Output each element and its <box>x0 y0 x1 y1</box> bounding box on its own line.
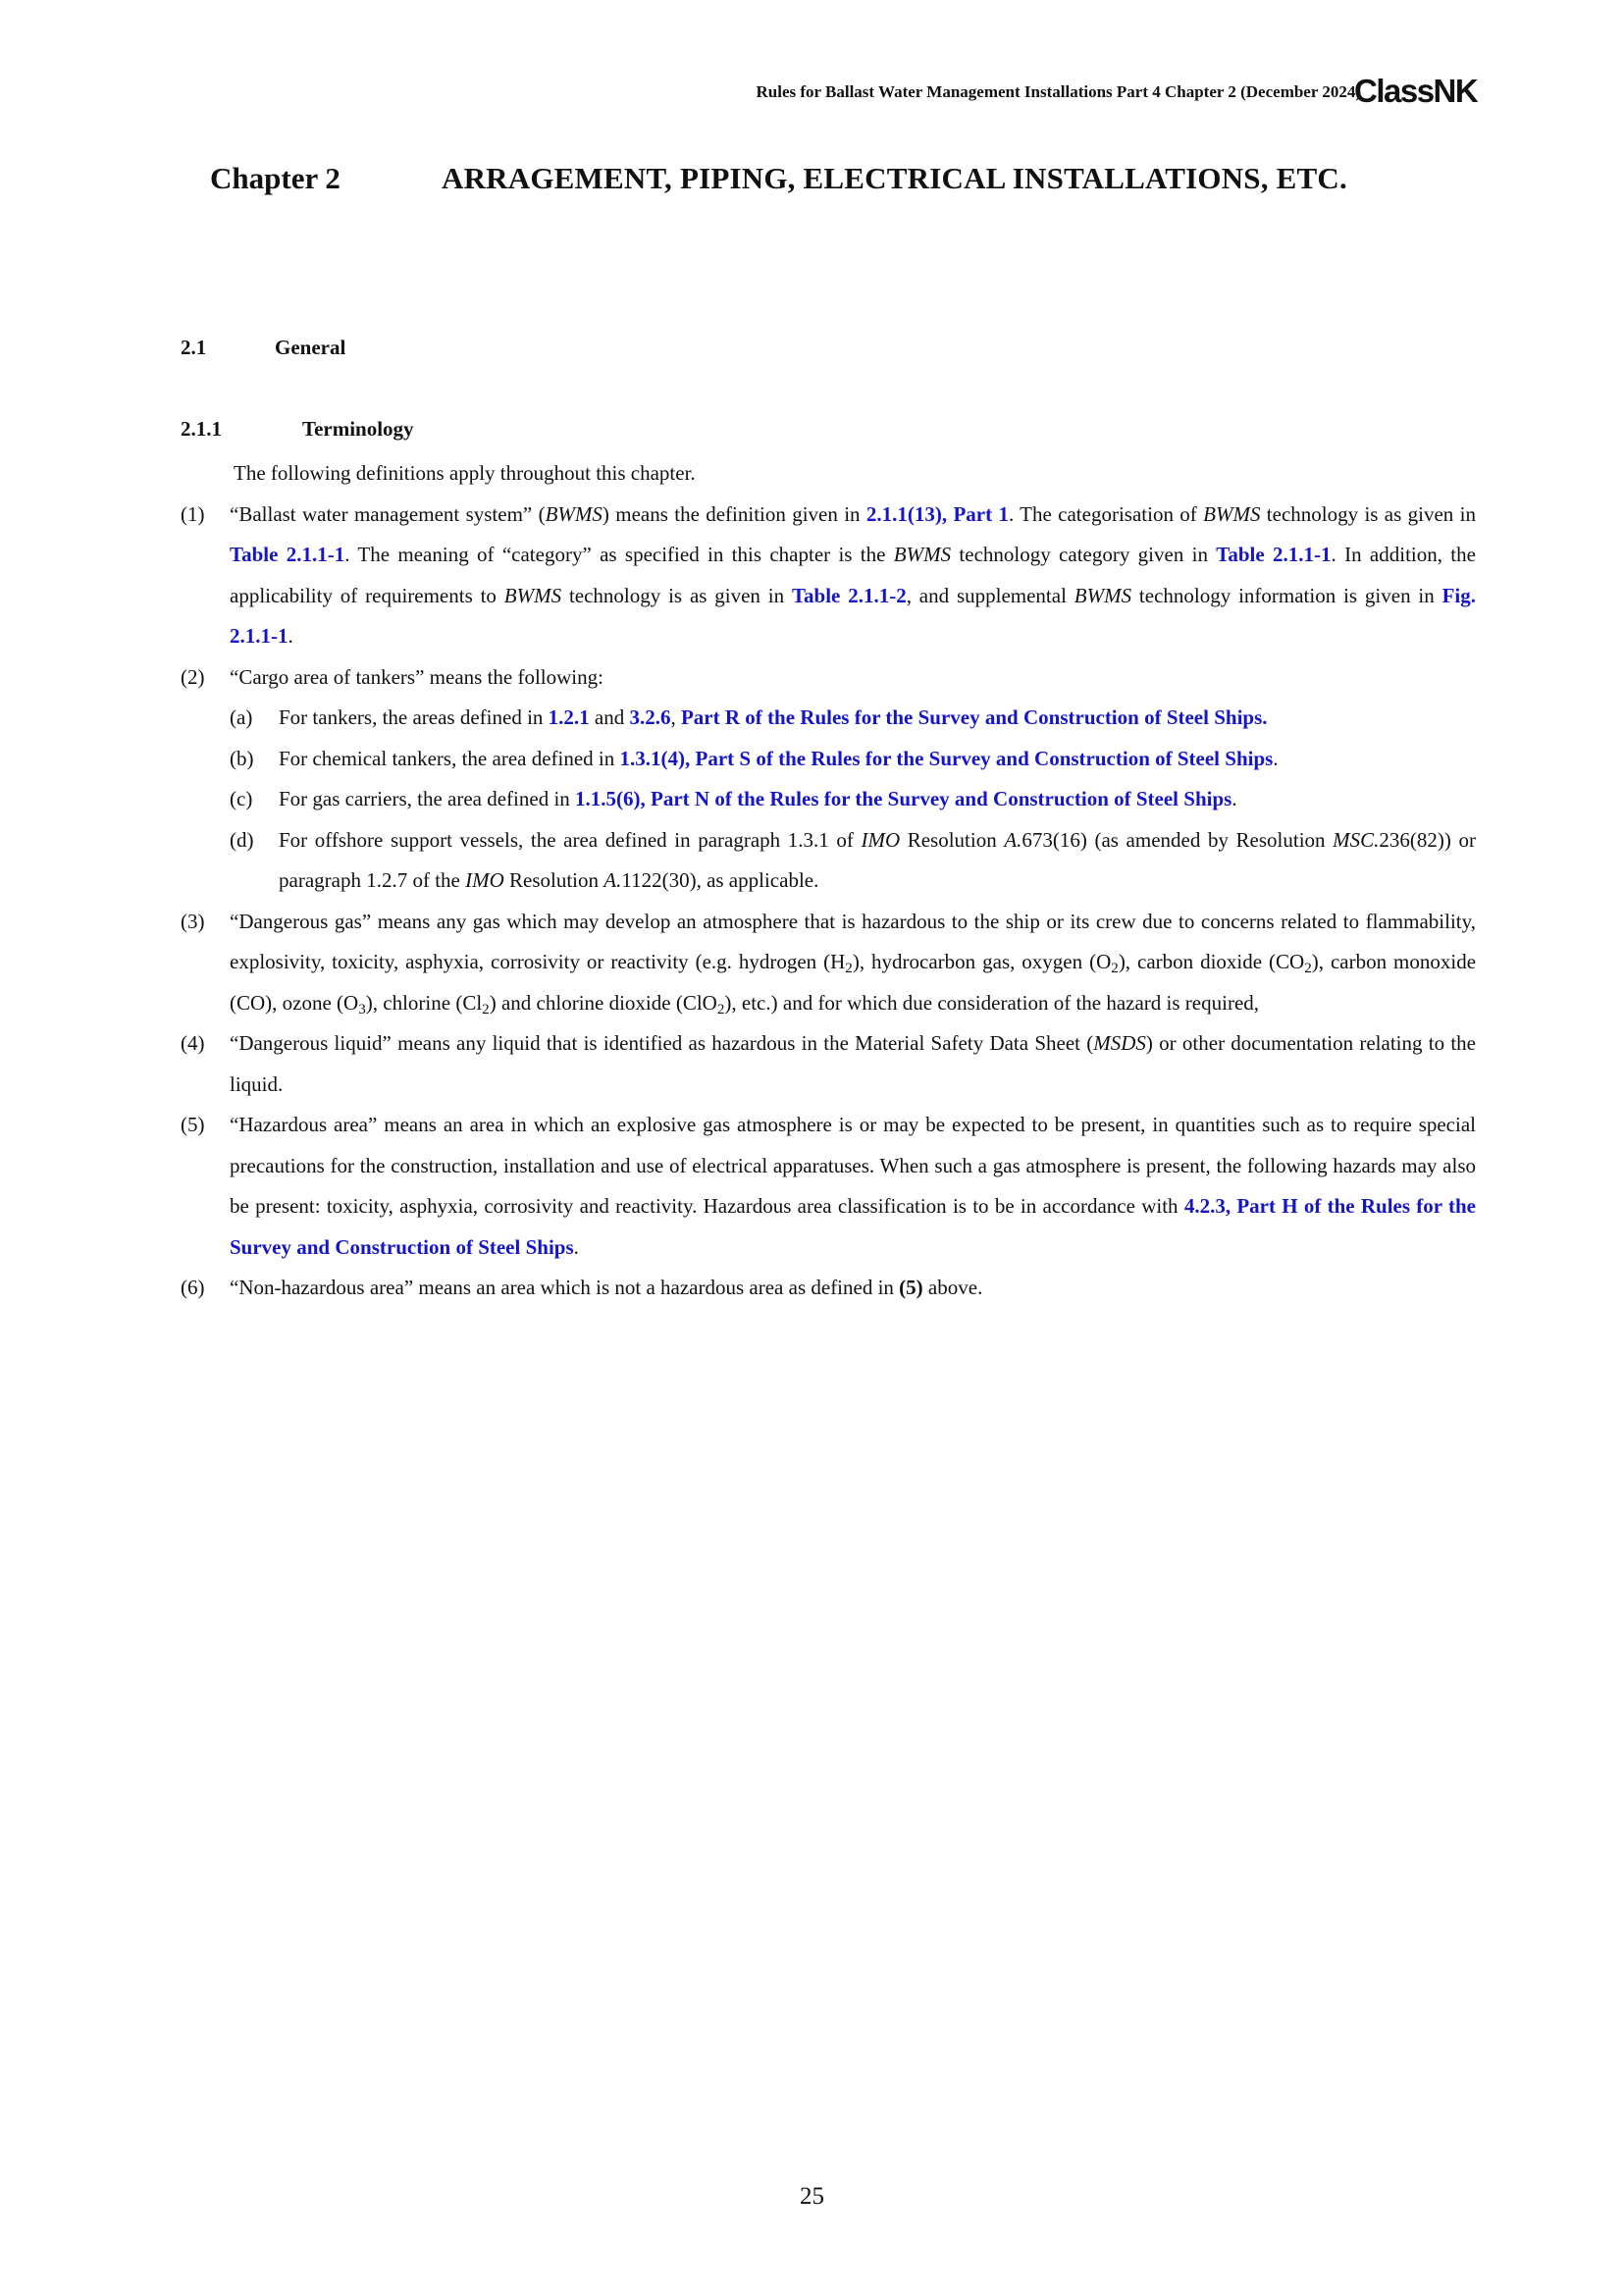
sub-item-text: For gas carriers, the area defined in 1.1.5(6), Part N of the Rules for the Survey and Construction of Steel Ships. <box>279 787 1237 810</box>
rule-reference-link[interactable]: 3.2.6 <box>629 705 671 729</box>
sub-item-text: For tankers, the areas defined in 1.2.1 and 3.2.6, Part R of the Rules for the Survey and Construction of Steel Ships. <box>279 705 1268 729</box>
page-number: 25 <box>800 2183 824 2210</box>
section-title: General <box>275 336 346 359</box>
item-number: (3) <box>181 909 205 933</box>
item-text: “Non-hazardous area” means an area which is not a hazardous area as defined in (5) above. <box>230 1276 983 1299</box>
sub-item-letter: (c) <box>230 787 253 810</box>
intro-paragraph: The following definitions apply throughout this chapter. <box>234 461 696 485</box>
figure-reference-link[interactable]: Fig. 2.1.1-1 <box>230 583 1476 648</box>
item-text: “Ballast water management system” (BWMS) means the definition given in 2.1.1(13), Part 1. The categorisation of BWMS technology is as given in Table 2.1.1-1. The meaning of “category” as specified in this chapter is the BWMS technology category given in Table 2.1.1-1. In addition, the applicability of requirements to BWMS technology is as given in Table 2.1.1-2, and supplemental BWMS technology information is given in Fig. 2.1.1-1. <box>230 501 1476 648</box>
rule-reference-link[interactable]: 2.1.1(13), Part 1 <box>865 501 1009 526</box>
definition-item-3 <box>181 902 1476 1024</box>
sub-item-letter: (b) <box>230 746 254 770</box>
rule-reference-link[interactable]: Part R of the Rules for the Survey and Construction of Steel Ships. <box>680 705 1268 729</box>
definition-item-1 <box>181 495 1476 657</box>
sub-item-text: For chemical tankers, the area defined in 1.3.1(4), Part S of the Rules for the Survey and Construction of Steel Ships. <box>279 746 1279 770</box>
sub-item-letter: (d) <box>230 827 254 852</box>
item-number: (4) <box>181 1031 205 1055</box>
item-text: “Dangerous gas” means any gas which may develop an atmosphere that is hazardous to the ship or its crew due to concerns related to flammability, explosivity, toxicity, asphyxia, corrosivity or reactivity (e.g. hydrogen $(H_2)$, hydrocarbon gas, oxygen $(O_2)$, carbon dioxide $(CO_2)$, carbon monoxide (CO), ozone $(O_3)$, chlorine $(Cl_2)$ and chlorine dioxide (ClO$_2$), etc.) and for which due consideration of the hazard is required, <box>230 909 1477 1018</box>
sub-item-text: For offshore support vessels, the area defined in paragraph 1.3.1 of IMO Resolution A.673(16) (as amended by Resolution MSC.236(82)) or paragraph 1.2.7 of the IMO Resolution A.1122(30), as applicable. <box>279 827 1476 892</box>
section-number: 2.1 <box>181 336 207 359</box>
subsection-title: Terminology <box>302 417 414 441</box>
item-number: (2) <box>181 664 205 689</box>
subsection-number: 2.1.1 <box>181 417 222 441</box>
table-reference-link[interactable]: Table 2.1.1-2 <box>791 583 907 607</box>
rule-reference-link[interactable]: 1.3.1(4) <box>619 746 686 770</box>
definition-item-5 <box>181 1105 1476 1268</box>
table-reference-link[interactable]: Table 2.1.1-1 <box>230 543 345 566</box>
running-header: Rules for Ballast Water Management Installations Part 4 Chapter 2 (December 2024) <box>756 82 1361 101</box>
terminology-body <box>181 453 1476 1309</box>
rule-reference-link[interactable]: Part S of the Rules for the Survey and Construction of Steel Ships <box>695 746 1274 770</box>
definition-item-6 <box>181 1268 1476 1309</box>
rule-reference-link[interactable]: 1.1.5(6) <box>575 787 641 810</box>
rule-reference-link[interactable]: 4.2.3, Part H of the Rules for the Survey and Construction of Steel Ships <box>230 1194 1477 1259</box>
item-text: “Hazardous area” means an area in which an explosive gas atmosphere is or may be expected to be present, in quantities such as to require special precautions for the construction, installation and use of electrical apparatuses. When such a gas atmosphere is present, the following hazards may also be present: toxicity, asphyxia, corrosivity and reactivity. Hazardous area classification is to be in accordance with 4.2.3, Part H of the Rules for the Survey and Construction of Steel Ships. <box>230 1113 1477 1259</box>
chapter-title: ARRAGEMENT, PIPING, ELECTRICAL INSTALLATIONS, ETC. <box>442 161 1347 195</box>
sub-item-letter: (a) <box>230 705 253 729</box>
item-text: “Dangerous liquid” means any liquid that is identified as hazardous in the Material Safety Data Sheet (MSDS) or other documentation relating to the liquid. <box>230 1031 1476 1096</box>
item-number: (1) <box>181 501 205 526</box>
rule-reference-link[interactable]: Part N of the Rules for the Survey and Construction of Steel Ships <box>651 787 1232 810</box>
sub-item-c <box>230 779 1476 820</box>
chapter-number: Chapter 2 <box>210 161 341 195</box>
definition-item-2 <box>181 657 1476 699</box>
table-reference-link[interactable]: Table 2.1.1-1 <box>1216 543 1332 566</box>
classnk-logo: ClassNK <box>1354 73 1478 109</box>
item-text: “Cargo area of tankers” means the following: <box>230 664 603 689</box>
sub-item-b <box>230 739 1476 780</box>
sub-item-d <box>230 820 1476 902</box>
item-number: (5) <box>181 1113 205 1136</box>
definition-item-4 <box>181 1023 1476 1105</box>
rule-reference-link[interactable]: 1.2.1 <box>548 705 590 729</box>
item-number: (6) <box>181 1276 205 1299</box>
sub-item-a <box>230 698 1476 739</box>
